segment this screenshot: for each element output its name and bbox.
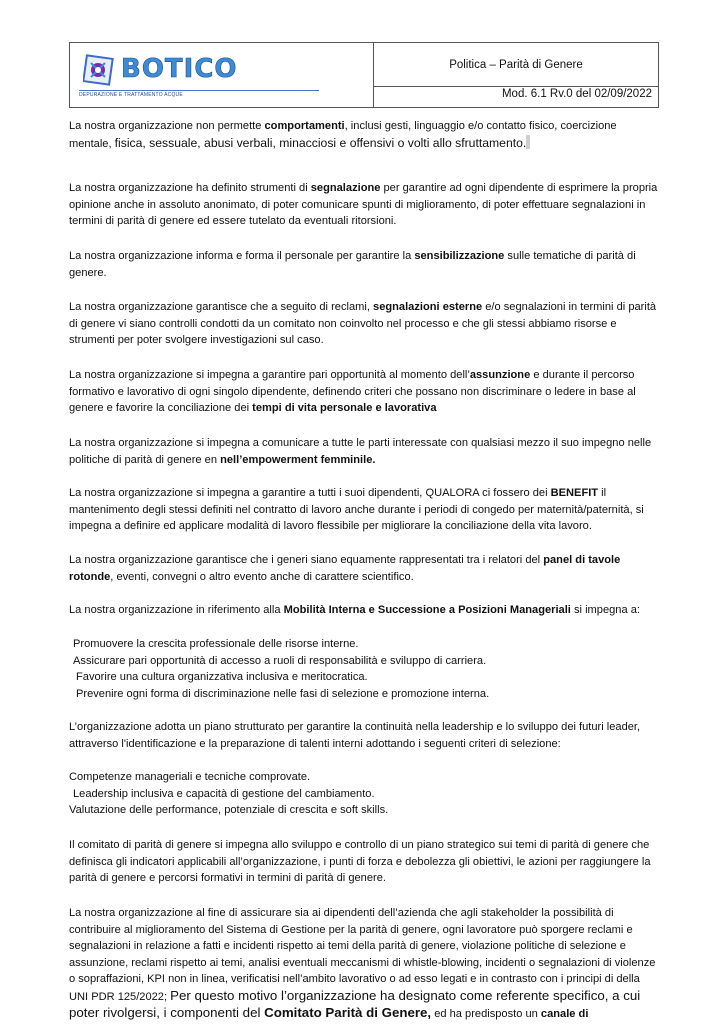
list-item: Promuovere la crescita professionale delle risorse interne. xyxy=(73,638,359,650)
p8-bold: panel di tavole rotonde xyxy=(69,554,621,583)
p1-bold: comportamenti xyxy=(264,120,345,132)
p4-text-c: e/o segnalazioni in termini di parità di genere vi siano controlli condotti da un comitato non coinvolto nel processo e che gli stessi abbiamo risorse e strumenti per poter svolgere investigazioni sul caso. xyxy=(69,301,657,346)
p6-text-a: La nostra organizzazione si impegna a comunicare a tutte le parti interessate con qualsiasi mezzo il suo impegno nelle politiche di parità di genere en xyxy=(69,437,652,466)
p5-text-a: La nostra organizzazione si impegna a garantire pari opportunità al momento dell’ xyxy=(69,369,470,381)
paragraph-complaints xyxy=(69,299,661,349)
p5-text-c: e durante il percorso formativo e lavorativo di ogni singolo dipendente, definendo criteri che possano non discriminare o ledere in base al genere e favorire la conciliazione dei xyxy=(69,369,636,414)
p12-text-a: La nostra organizzazione al fine di assicurare sia ai dipendenti dell’azienda che agli stakeholder la possibilità di contribuire al miglioramento del Sistema di Gestione per la parità di genere, ogni lavoratore può sporgere reclami e segnalazioni in relazione a fatti e incidenti rispetto ai temi della parità di genere, violazione politiche di selezione e assunzione, reclami rispetto ai temi, analisi eventuali meccanismi di whistle-blowing, incidenti o segnalazioni di violenze o sopraffazioni, KPI non in linea, verificatisi nell’ambito lavorativo o ad esso legati e in contrasto con i principi di della UNI PDR 125/2022; xyxy=(69,907,656,1003)
p8-text-a: La nostra organizzazione garantisce che i generi siano equamente rappresentati tra i relatori del xyxy=(69,554,544,566)
criteria-list xyxy=(69,769,661,819)
paragraph-panels xyxy=(69,552,661,585)
p9-text-c: si impegna a: xyxy=(570,604,640,616)
p9-text-a: La nostra organizzazione in riferimento alla xyxy=(69,604,284,616)
list-item: Favorire una cultura organizzativa inclusiva e meritocratica. xyxy=(76,671,368,683)
p12-text-d: ed ha predisposto un xyxy=(431,1008,541,1020)
paragraph-benefit xyxy=(69,485,661,535)
p9-bold: Mobilità Interna e Successione a Posizioni Manageriali xyxy=(283,604,571,616)
p1-text-d: mentale, xyxy=(69,137,115,150)
p10-text: L’organizzazione adotta un piano strutturato per garantire la continuità nella leadership e lo sviluppo dei futuri leader, attraverso l'identificazione e la preparazione di talenti interni adottando i seguenti criteri di selezione: xyxy=(69,721,641,750)
p5-bold-d: tempi di vita personale e lavorativa xyxy=(252,402,437,414)
mobility-list xyxy=(69,636,661,702)
list-item: Valutazione delle performance, potenziale di crescita e soft skills. xyxy=(69,804,389,816)
p1-text-e: fisica, sessuale, abusi verbali, minacciosi e offensivi o volti allo sfruttamento. xyxy=(114,135,527,150)
list-item: Assicurare pari opportunità di accesso a ruoli di responsabilità e sviluppo di carriera. xyxy=(73,654,487,667)
p2-bold: segnalazione xyxy=(310,182,381,194)
p1-text-a: La nostra organizzazione non permette xyxy=(69,120,265,132)
p11-text: Il comitato di parità di genere si impegna allo sviluppo e controllo di un piano strategico sui temi di parità di genere che definisca gli indicatori applicabili all’organizzazione, i punti di forza e debolezza gli obiettivi, le azioni per raggiungere la parità di genere e percorsi formativi in termini di parità di genere. xyxy=(69,839,651,884)
p6-bold: nell’empowerment femminile. xyxy=(220,453,376,466)
paragraph-awareness xyxy=(69,248,661,281)
p12-text-b: Per questo motivo l’organizzazione ha designato come referente specifico, a cui poter rivolgersi, i componenti del xyxy=(69,987,641,1020)
logo-brand-text: BOTICO xyxy=(121,54,238,84)
paragraph-leadership xyxy=(69,719,661,752)
header-divider-horizontal xyxy=(373,86,658,87)
paragraph-hiring xyxy=(69,367,661,417)
paragraph-reporting xyxy=(69,180,661,230)
p12-bold: Comitato Parità di Genere, xyxy=(264,1005,432,1020)
list-item: Leadership inclusiva e capacità di gestione del cambiamento. xyxy=(73,787,375,800)
p8-text-c: , eventi, convegni o altro evento anche di carattere scientifico. xyxy=(110,570,414,583)
logo-subtitle: DEPURAZIONE E TRATTAMENTO ACQUE xyxy=(79,90,319,98)
paragraph-whistleblowing xyxy=(69,905,661,1023)
p12-bold-e: canale di xyxy=(540,1008,589,1020)
p7-text-c: il mantenimento degli stessi definiti nel contratto di lavoro anche durante i periodi di congedo per maternità/paternità, si impegna a definire ed applicare modalità di lavoro flessibile per migliorare la conciliazione della vita lavoro. xyxy=(69,487,644,532)
list-item: Prevenire ogni forma di discriminazione nelle fasi di selezione e promozione interna. xyxy=(76,687,490,700)
p4-bold: segnalazioni esterne xyxy=(373,301,483,313)
list-item: Competenze manageriali e tecniche comprovate. xyxy=(69,771,311,783)
p2-text-a: La nostra organizzazione ha definito strumenti di xyxy=(69,182,311,194)
p5-bold: assunzione xyxy=(469,369,531,381)
p4-text-a: La nostra organizzazione garantisce che a seguito di reclami, xyxy=(69,301,374,313)
paragraph-behaviours xyxy=(69,118,661,152)
p7-text-a: La nostra organizzazione si impegna a garantire a tutti i suoi dipendenti, QUALORA ci fossero dei xyxy=(69,487,551,499)
p2-text-c: per garantire ad ogni dipendente di esprimere la propria opinione anche in assoluto anonimato, di poter comunicare spunti di miglioramento, di poter effettuare segnalazioni in termini di parità di genere ed essere tutelato da eventuali ritorsioni. xyxy=(69,182,658,227)
document-revision: Mod. 6.1 Rv.0 del 02/09/2022 xyxy=(501,88,652,100)
p3-bold: sensibilizzazione xyxy=(414,250,505,262)
paragraph-committee xyxy=(69,837,661,887)
document-header xyxy=(69,42,659,108)
logo-emblem-icon xyxy=(83,51,117,89)
p1-text-c: , inclusi gesti, linguaggio e/o contatto fisico, coercizione xyxy=(344,120,617,132)
p3-text-a: La nostra organizzazione informa e forma il personale per garantire la xyxy=(69,250,415,262)
p7-bold: BENEFIT xyxy=(550,487,599,499)
document-title: Politica – Parità di Genere xyxy=(449,58,583,71)
text-highlight-mark xyxy=(526,135,530,149)
company-logo xyxy=(75,48,371,103)
paragraph-communication xyxy=(69,435,661,468)
p3-text-c: sulle tematiche di parità di genere. xyxy=(69,250,636,279)
paragraph-mobility xyxy=(69,602,661,619)
